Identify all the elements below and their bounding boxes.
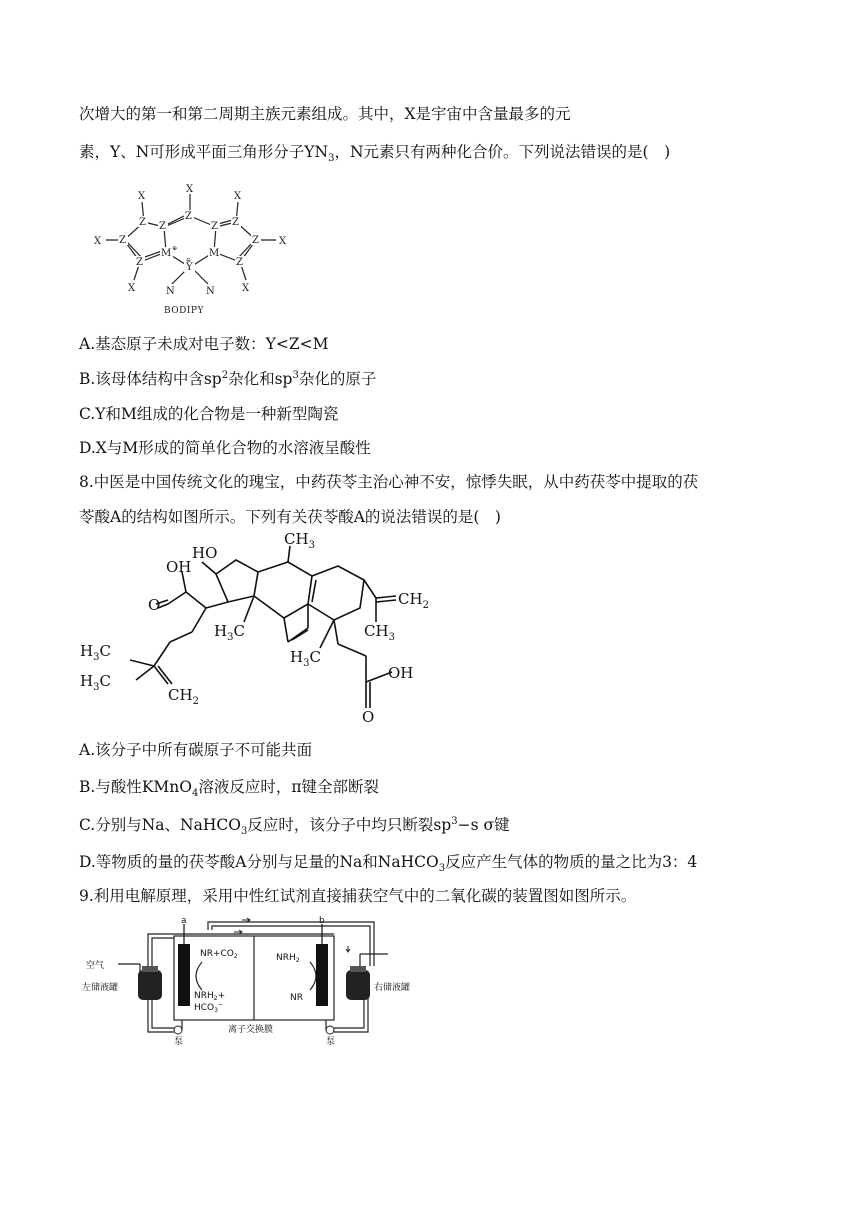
electrolysis-apparatus	[78, 914, 450, 1048]
q8-option-b: B.与酸性KMnO$_4$溶液反应时，π键全部断裂	[79, 778, 380, 800]
q7-stem-line2: 素，Y、N可形成平面三角形分子$YN_3$，N元素只有两种化合价。下列说法错误的是( )	[79, 143, 671, 165]
svg-text:NR+CO2: $NR+CO_2$	[200, 949, 238, 960]
svg-text:O: O	[362, 708, 375, 726]
q7-option-b: B.该母体结构中含$sp^2$杂化和$sp^3$杂化的原子	[79, 369, 377, 388]
svg-text:X: X	[94, 236, 102, 247]
q7-option-c: C.Y和M组成的化合物是一种新型陶瓷	[79, 405, 339, 423]
q9-stem: 9.利用电解原理，采用中性红试剂直接捕获空气中的二氧化碳的装置图如图所示。	[79, 887, 637, 905]
svg-text:Z: Z	[232, 217, 239, 228]
q8-stem-line1: 8.中医是中国传统文化的瑰宝，中药茯苓主治心神不安，惊悸失眠，从中药茯苓中提取的茯	[79, 473, 699, 491]
svg-text:OH: OH	[166, 558, 192, 576]
q8-option-c: C.分别与Na、NaHCO$_3$反应时，该分子中均只断裂$sp^3-s$ σ键	[79, 815, 510, 838]
svg-text:CH3: $CH_3$	[364, 622, 395, 643]
q7-option-a: A.基态原子未成对电子数：Y<Z<M	[79, 335, 329, 353]
svg-text:Z: Z	[119, 235, 126, 246]
svg-text:Z: Z	[236, 257, 243, 268]
svg-text:X: X	[234, 191, 242, 202]
svg-text:b: b	[319, 916, 325, 926]
svg-text:H3C: $H_3C$	[214, 622, 245, 643]
q8-stem-line2: 苓酸A的结构如图所示。下列有关茯苓酸A的说法错误的是( )	[79, 508, 501, 526]
svg-text:M: M	[209, 248, 220, 259]
q7-option-d: D.X与M形成的简单化合物的水溶液呈酸性	[79, 439, 371, 457]
svg-text:N: N	[166, 286, 175, 297]
svg-text:H3C: $H_3C$	[290, 648, 321, 669]
svg-text:左储液罐: 左储液罐	[82, 983, 119, 993]
svg-text:a: a	[181, 916, 187, 926]
svg-text:CH2: $CH_2$	[398, 590, 429, 611]
svg-text:H3C: $H_3C$	[80, 672, 111, 693]
svg-text:Z: Z	[185, 211, 192, 222]
svg-text:X: X	[128, 283, 136, 294]
q8-option-d: D.等物质的量的茯苓酸A分别与足量的Na和NaHCO$_3$反应产生气体的物质的量之比为3：4	[79, 853, 698, 875]
q7-stem-line1: 次增大的第一和第二周期主族元素组成。其中，X是宇宙中含量最多的元	[79, 105, 571, 123]
svg-text:X: X	[279, 236, 287, 247]
svg-text:Z: Z	[136, 257, 143, 268]
poricoic-acid-structure	[76, 532, 436, 727]
svg-text:CH2: $CH_2$	[168, 686, 199, 707]
svg-text:Y: Y	[186, 262, 193, 273]
svg-text:⊖: ⊖	[186, 257, 192, 264]
svg-text:泵: 泵	[174, 1037, 184, 1047]
svg-text:X: X	[242, 283, 250, 294]
svg-text:⊕: ⊕	[172, 245, 178, 252]
svg-text:离子交换膜: 离子交换膜	[228, 1025, 274, 1035]
svg-text:Z: Z	[211, 221, 218, 232]
svg-text:NR: NR	[290, 993, 303, 1003]
svg-text:Z: Z	[159, 221, 166, 232]
svg-text:Z: Z	[139, 217, 146, 228]
svg-text:HO: HO	[192, 544, 218, 562]
q8-option-a: A.该分子中所有碳原子不可能共面	[79, 741, 313, 759]
svg-text:N: N	[206, 286, 215, 297]
svg-text:空气: 空气	[86, 961, 105, 971]
svg-text:Z: Z	[252, 235, 259, 246]
svg-text:NRH2+: $NRH_2+$	[194, 991, 226, 1002]
svg-text:HCO3−: $HCO_3^-$	[194, 1001, 223, 1014]
bodipy-caption: BODIPY	[164, 306, 204, 316]
svg-text:O: O	[148, 596, 161, 614]
svg-text:NRH2: $NRH_2$	[276, 953, 300, 964]
svg-text:M: M	[161, 248, 172, 259]
svg-text:OH: OH	[388, 664, 414, 682]
bodipy-structure	[80, 172, 300, 320]
svg-text:H3C: $H_3C$	[80, 642, 111, 663]
svg-text:X: X	[186, 184, 194, 195]
svg-text:CH3: $CH_3$	[284, 532, 315, 551]
svg-text:右储液罐: 右储液罐	[374, 983, 411, 993]
svg-text:X: X	[138, 191, 146, 202]
svg-text:泵: 泵	[326, 1037, 336, 1047]
